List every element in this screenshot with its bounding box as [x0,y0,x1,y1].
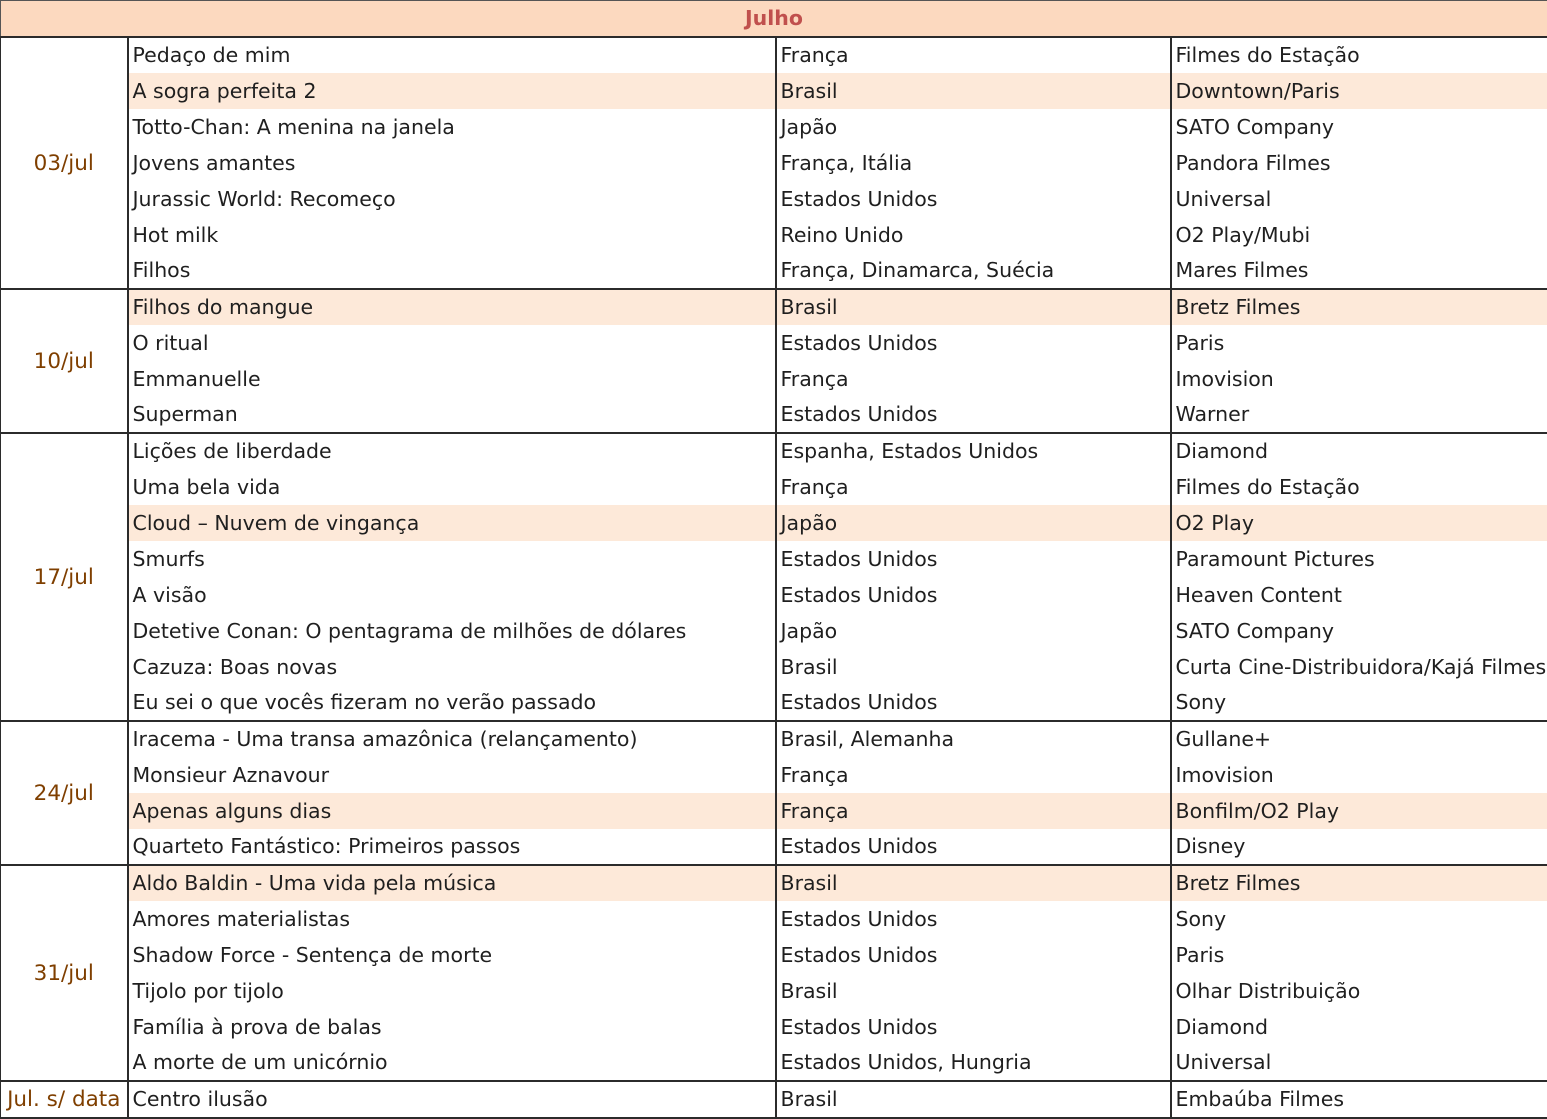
film-country-cell: Brasil [776,973,1171,1009]
film-distributor-cell: Disney [1171,829,1547,865]
table-row [1,1009,1547,1045]
film-title-cell: Tijolo por tijolo [128,973,776,1009]
release-date-cell: 24/jul [1,721,128,865]
film-country-cell: França [776,37,1171,73]
film-country-cell: Estados Unidos [776,901,1171,937]
film-country-cell: Estados Unidos, Hungria [776,1045,1171,1081]
film-distributor-cell: Sony [1171,685,1547,721]
film-title-cell: Hot milk [128,217,776,253]
film-title-cell: Shadow Force - Sentença de morte [128,937,776,973]
table-row [1,433,1547,469]
film-title-cell: Cazuza: Boas novas [128,649,776,685]
film-distributor-cell: Bretz Filmes [1171,289,1547,325]
film-distributor-cell: Diamond [1171,1009,1547,1045]
film-distributor-cell: Downtown/Paris [1171,73,1547,109]
film-distributor-cell: Filmes do Estação [1171,37,1547,73]
film-distributor-cell: Paris [1171,937,1547,973]
film-country-cell: Espanha, Estados Unidos [776,433,1171,469]
release-date-cell: Jul. s/ data [1,1081,128,1118]
film-country-cell: Brasil [776,649,1171,685]
film-title-cell: A visão [128,577,776,613]
film-country-cell: Japão [776,109,1171,145]
film-distributor-cell: Imovision [1171,757,1547,793]
film-distributor-cell: Bonfilm/O2 Play [1171,793,1547,829]
film-title-cell: Filhos do mangue [128,289,776,325]
film-country-cell: Brasil [776,1081,1171,1118]
film-title-cell: Lições de liberdade [128,433,776,469]
film-distributor-cell: Sony [1171,901,1547,937]
film-distributor-cell: Bretz Filmes [1171,865,1547,901]
film-distributor-cell: Heaven Content [1171,577,1547,613]
film-country-cell: Brasil [776,865,1171,901]
film-country-cell: Reino Unido [776,217,1171,253]
release-rows [1,37,1547,1118]
film-title-cell: Emmanuelle [128,361,776,397]
film-title-cell: Pedaço de mim [128,37,776,73]
table-row [1,1045,1547,1081]
table-row [1,469,1547,505]
film-title-cell: Apenas alguns dias [128,793,776,829]
film-country-cell: Japão [776,613,1171,649]
film-title-cell: Centro ilusão [128,1081,776,1118]
film-country-cell: Estados Unidos [776,829,1171,865]
film-distributor-cell: Filmes do Estação [1171,469,1547,505]
film-distributor-cell: O2 Play [1171,505,1547,541]
film-distributor-cell: O2 Play/Mubi [1171,217,1547,253]
film-country-cell: Estados Unidos [776,577,1171,613]
release-date-cell: 10/jul [1,289,128,433]
film-title-cell: Superman [128,397,776,433]
table-row [1,937,1547,973]
table-row [1,181,1547,217]
table-row [1,865,1547,901]
film-title-cell: A sogra perfeita 2 [128,73,776,109]
film-title-cell: Totto-Chan: A menina na janela [128,109,776,145]
film-country-cell: Estados Unidos [776,937,1171,973]
film-country-cell: Brasil, Alemanha [776,721,1171,757]
film-distributor-cell: Universal [1171,181,1547,217]
release-date-cell: 17/jul [1,433,128,721]
table-row [1,361,1547,397]
table-row [1,757,1547,793]
film-distributor-cell: Imovision [1171,361,1547,397]
film-distributor-cell: Mares Filmes [1171,253,1547,289]
film-country-cell: França [776,793,1171,829]
film-country-cell: Brasil [776,73,1171,109]
table-row [1,1081,1547,1118]
film-country-cell: Estados Unidos [776,541,1171,577]
film-country-cell: Estados Unidos [776,685,1171,721]
table-row [1,541,1547,577]
table-row [1,505,1547,541]
release-date-cell: 31/jul [1,865,128,1081]
film-title-cell: Detetive Conan: O pentagrama de milhões de dólares [128,613,776,649]
table-row [1,649,1547,685]
table-row [1,289,1547,325]
film-distributor-cell: Diamond [1171,433,1547,469]
film-title-cell: Iracema - Uma transa amazônica (relançamento) [128,721,776,757]
film-country-cell: Estados Unidos [776,181,1171,217]
film-title-cell: Smurfs [128,541,776,577]
table-row [1,577,1547,613]
film-title-cell: Monsieur Aznavour [128,757,776,793]
table-row [1,109,1547,145]
film-title-cell: A morte de um unicórnio [128,1045,776,1081]
film-title-cell: Uma bela vida [128,469,776,505]
table-row [1,37,1547,73]
table-row [1,829,1547,865]
film-distributor-cell: Universal [1171,1045,1547,1081]
film-distributor-cell: Pandora Filmes [1171,145,1547,181]
film-title-cell: Filhos [128,253,776,289]
film-country-cell: França [776,361,1171,397]
film-country-cell: França [776,469,1171,505]
release-date-cell: 03/jul [1,37,128,289]
film-country-cell: França [776,757,1171,793]
film-country-cell: Japão [776,505,1171,541]
film-title-cell: Eu sei o que vocês fizeram no verão passado [128,685,776,721]
film-distributor-cell: Paramount Pictures [1171,541,1547,577]
table-row [1,73,1547,109]
film-distributor-cell: SATO Company [1171,613,1547,649]
month-header-row [1,1,1547,38]
film-distributor-cell: Embaúba Filmes [1171,1081,1547,1118]
film-country-cell: Estados Unidos [776,397,1171,433]
table-row [1,217,1547,253]
table-row [1,613,1547,649]
table-row [1,973,1547,1009]
month-header: Julho [1,1,1547,38]
table-row [1,325,1547,361]
table-row [1,793,1547,829]
table-row [1,397,1547,433]
film-country-cell: França, Dinamarca, Suécia [776,253,1171,289]
table-row [1,685,1547,721]
film-distributor-cell: Gullane+ [1171,721,1547,757]
film-title-cell: Cloud – Nuvem de vingança [128,505,776,541]
film-country-cell: Estados Unidos [776,1009,1171,1045]
film-distributor-cell: Paris [1171,325,1547,361]
film-country-cell: Brasil [776,289,1171,325]
film-title-cell: Jovens amantes [128,145,776,181]
table-row [1,145,1547,181]
film-title-cell: O ritual [128,325,776,361]
film-title-cell: Aldo Baldin - Uma vida pela música [128,865,776,901]
film-country-cell: Estados Unidos [776,325,1171,361]
table-row [1,901,1547,937]
film-distributor-cell: Warner [1171,397,1547,433]
film-country-cell: França, Itália [776,145,1171,181]
table-row [1,721,1547,757]
film-title-cell: Quarteto Fantástico: Primeiros passos [128,829,776,865]
table-row [1,253,1547,289]
film-distributor-cell: Curta Cine-Distribuidora/Kajá Filmes [1171,649,1547,685]
film-distributor-cell: Olhar Distribuição [1171,973,1547,1009]
film-title-cell: Amores materialistas [128,901,776,937]
film-title-cell: Jurassic World: Recomeço [128,181,776,217]
film-distributor-cell: SATO Company [1171,109,1547,145]
film-title-cell: Família à prova de balas [128,1009,776,1045]
